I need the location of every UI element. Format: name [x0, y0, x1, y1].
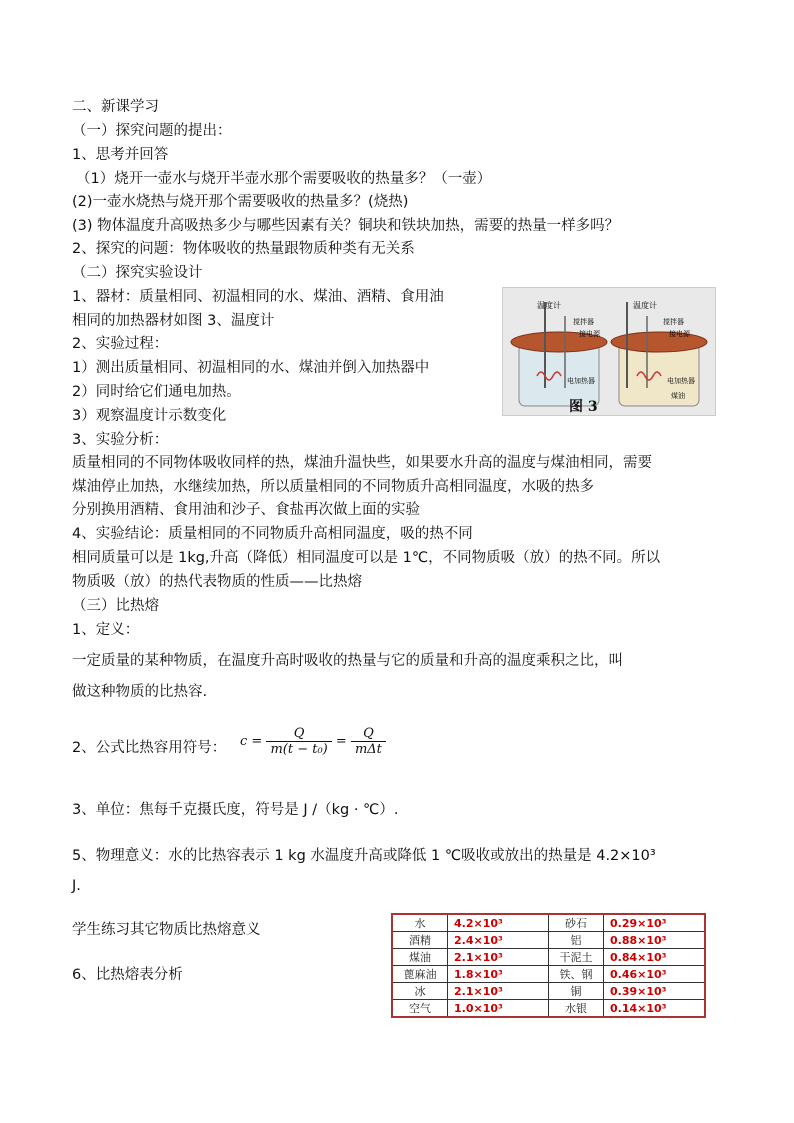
- specific-heat-value-cell: 2.1×10³: [448, 949, 549, 966]
- table-row: [392, 932, 705, 949]
- text-line: 做这种物质的比热容.: [72, 684, 208, 700]
- text-line: 1、思考并回答: [72, 147, 169, 163]
- subsection-heading: （二）探究实验设计: [72, 265, 203, 281]
- label-heater-right: 电加热器: [667, 377, 695, 385]
- text-line: 3、单位：焦每千克摄氏度，符号是 J /（kg · ℃）.: [72, 802, 399, 818]
- substance-name-cell: 水银: [549, 1000, 604, 1018]
- specific-heat-value-cell: 4.2×10³: [448, 914, 549, 932]
- subsection-heading: （三）比热熔: [72, 598, 159, 614]
- substance-name-cell: 铁、钢: [549, 966, 604, 983]
- label-kerosene: 煤油: [671, 392, 685, 400]
- formula-lhs: c =: [240, 734, 263, 749]
- table-row: [392, 1000, 705, 1018]
- label-stirrer-right: 搅拌器: [663, 318, 684, 326]
- specific-heat-formula: [240, 726, 386, 757]
- specific-heat-value-cell: 1.0×10³: [448, 1000, 549, 1018]
- label-heater-left: 电加热器: [567, 377, 595, 385]
- text-line: 2、探究的问题：物体吸收的热量跟物质种类有无关系: [72, 241, 415, 257]
- substance-name-cell: 水: [392, 914, 448, 932]
- table-row: [392, 983, 705, 1000]
- text-line: 3）观察温度计示数变化: [72, 408, 227, 424]
- text-line: （1）烧开一壶水与烧开半壶水那个需要吸收的热量多？（一壶）: [76, 171, 492, 187]
- subsection-heading: （一）探究问题的提出：: [72, 123, 232, 139]
- text-line: 5、物理意义：水的比热容表示 1 kg 水温度升高或降低 1 ℃吸收或放出的热量是 4.2×10³: [72, 848, 656, 864]
- text-line: 质量相同的不同物体吸收同样的热，煤油升温快些，如果要水升高的温度与煤油相同，需要: [72, 455, 652, 471]
- substance-name-cell: 煤油: [392, 949, 448, 966]
- text-line: 一定质量的某种物质，在温度升高时吸收的热量与它的质量和升高的温度乘积之比，叫: [72, 653, 623, 669]
- figure-caption: 图 3: [569, 399, 598, 415]
- substance-name-cell: 空气: [392, 1000, 448, 1018]
- text-line: 相同质量可以是 1kg,升高（降低）相同温度可以是 1℃，不同物质吸（放）的热不同。所以: [72, 550, 661, 566]
- fraction-denominator: m(t − t₀): [270, 742, 328, 757]
- label-power-left: 接电源: [579, 330, 600, 338]
- specific-heat-value-cell: 0.14×10³: [604, 1000, 706, 1018]
- specific-heat-value-cell: 0.88×10³: [604, 932, 706, 949]
- substance-name-cell: 铝: [549, 932, 604, 949]
- table-row: [392, 914, 705, 932]
- specific-heat-value-cell: 0.84×10³: [604, 949, 706, 966]
- text-line: 4、实验结论：质量相同的不同物质升高相同温度，吸的热不同: [72, 526, 473, 542]
- text-line: (2)一壶水烧热与烧开那个需要吸收的热量多？(烧热): [72, 194, 409, 210]
- label-stirrer-left: 搅拌器: [573, 318, 594, 326]
- specific-heat-value-cell: 2.4×10³: [448, 932, 549, 949]
- substance-name-cell: 干泥土: [549, 949, 604, 966]
- fraction-1: [266, 726, 331, 757]
- substance-name-cell: 砂石: [549, 914, 604, 932]
- beaker-kerosene: [619, 344, 699, 406]
- text-line: J.: [72, 878, 81, 894]
- fraction-2: [351, 726, 386, 757]
- label-power-right: 接电源: [669, 330, 690, 338]
- text-line: 2）同时给它们通电加热。: [72, 384, 241, 400]
- specific-heat-value-cell: 0.46×10³: [604, 966, 706, 983]
- table-row: [392, 949, 705, 966]
- text-line: 分别换用酒精、食用油和沙子、食盐再次做上面的实验: [72, 502, 420, 518]
- label-thermometer-right: 温度计: [633, 301, 657, 310]
- text-line: 相同的加热器材如图 3、温度计: [72, 313, 275, 329]
- text-line: 6、比热熔表分析: [72, 967, 183, 983]
- fraction-numerator: Q: [351, 726, 386, 742]
- fraction-denominator: mΔt: [354, 742, 382, 757]
- text-line: 3、实验分析：: [72, 432, 169, 448]
- substance-name-cell: 铜: [549, 983, 604, 1000]
- text-line: 煤油停止加热，水继续加热，所以质量相同的不同物质升高相同温度，水吸的热多: [72, 479, 594, 495]
- specific-heat-table: [391, 913, 706, 1018]
- text-line: 1、器材：质量相同、初温相同的水、煤油、酒精、食用油: [72, 289, 444, 305]
- text-line: 2、实验过程：: [72, 336, 169, 352]
- heater-diagram: [503, 288, 715, 415]
- text-line: 1）测出质量相同、初温相同的水、煤油并倒入加热器中: [72, 360, 430, 376]
- substance-name-cell: 酒精: [392, 932, 448, 949]
- experiment-figure: [502, 287, 716, 416]
- text-line: 2、公式比热容用符号：: [72, 740, 227, 756]
- fraction-numerator: Q: [266, 726, 331, 742]
- formula-equals: =: [335, 734, 347, 749]
- text-line: 学生练习其它物质比热熔意义: [72, 922, 261, 938]
- text-line: 1、定义：: [72, 622, 140, 638]
- specific-heat-value-cell: 0.29×10³: [604, 914, 706, 932]
- specific-heat-value-cell: 0.39×10³: [604, 983, 706, 1000]
- text-line: 物质吸（放）的热代表物质的性质——比热熔: [72, 574, 362, 590]
- table-row: [392, 966, 705, 983]
- section-heading: 二、新课学习: [72, 99, 159, 115]
- label-thermometer-left: 温度计: [537, 301, 561, 310]
- substance-name-cell: 蓖麻油: [392, 966, 448, 983]
- lid-right: [611, 332, 707, 352]
- specific-heat-value-cell: 2.1×10³: [448, 983, 549, 1000]
- specific-heat-value-cell: 1.8×10³: [448, 966, 549, 983]
- text-line: (3) 物体温度升高吸热多少与哪些因素有关？铜块和铁块加热，需要的热量一样多吗？: [72, 218, 620, 234]
- substance-name-cell: 冰: [392, 983, 448, 1000]
